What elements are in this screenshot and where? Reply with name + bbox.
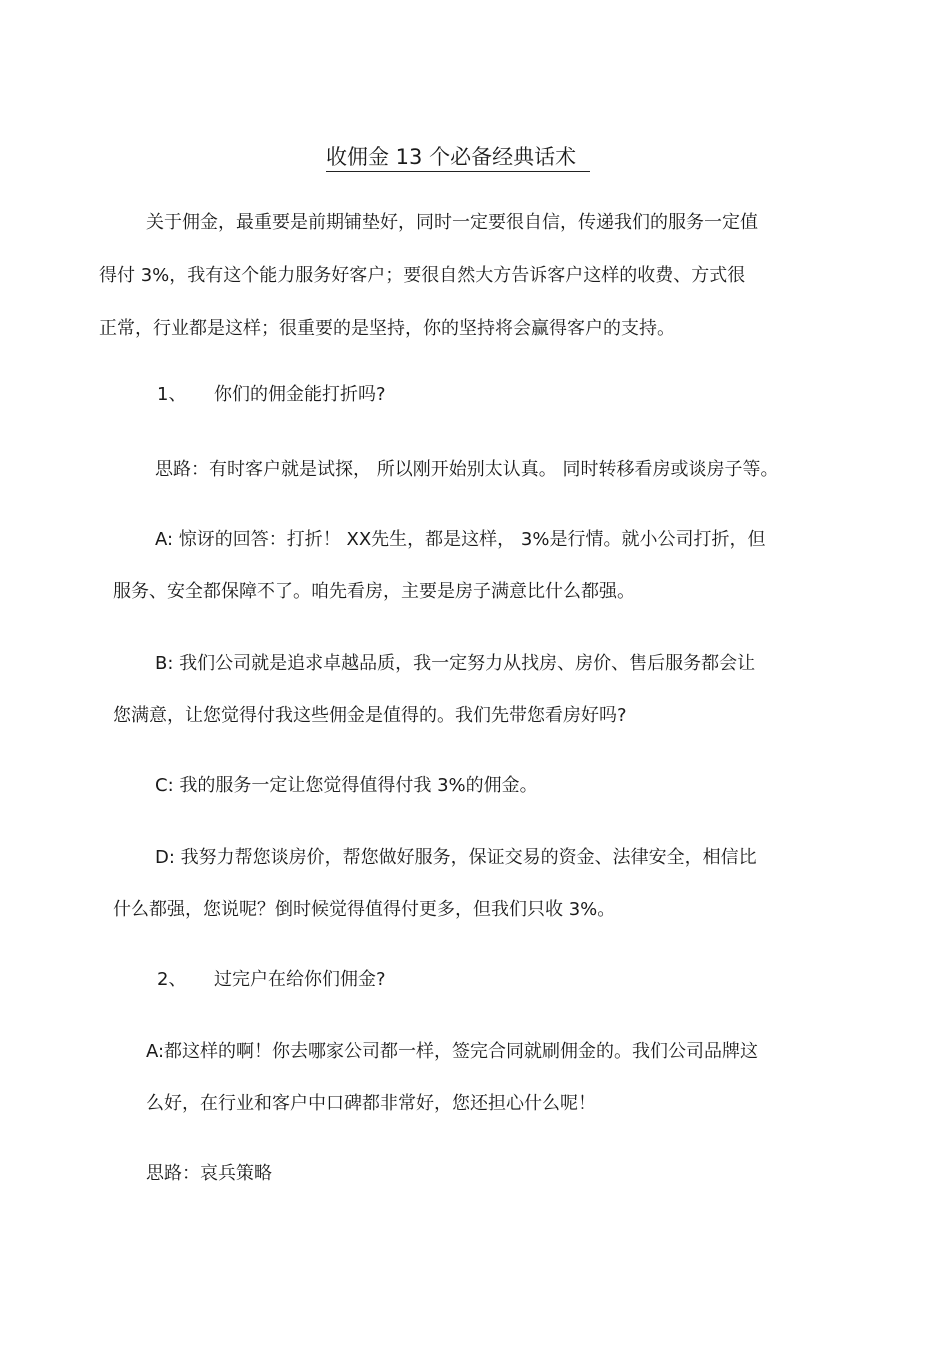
answer-a-line-2: 服务、安全都保障不了。咱先看房，主要是房子满意比什么都强。	[113, 581, 635, 602]
answer-d-line-2: 什么都强，您说呢？倒时候觉得值得付更多，但我们只收 3%。	[113, 899, 616, 920]
intro-line-1: 关于佣金，最重要是前期铺垫好，同时一定要很自信，传递我们的服务一定值	[146, 212, 758, 233]
question-2-answer-a-line-2: 么好，在行业和客户中口碑都非常好，您还担心什么呢！	[146, 1093, 596, 1114]
question-1-text: 你们的佣金能打折吗?	[214, 384, 386, 405]
question-1-number: 1、	[157, 384, 187, 405]
question-2-number: 2、	[157, 969, 187, 990]
question-1-thinking: 思路：有时客户就是试探， 所以刚开始别太认真。 同时转移看房或谈房子等。	[155, 459, 779, 480]
answer-c-line: C: 我的服务一定让您觉得值得付我 3%的佣金。	[155, 775, 538, 796]
intro-line-3: 正常，行业都是这样；很重要的是坚持，你的坚持将会赢得客户的支持。	[99, 318, 675, 339]
question-2-answer-a-line-1: A:都这样的啊！你去哪家公司都一样，签完合同就刷佣金的。我们公司品牌这	[146, 1041, 759, 1062]
answer-b-line-2: 您满意，让您觉得付我这些佣金是值得的。我们先带您看房好吗?	[113, 705, 627, 726]
question-2-thinking: 思路：哀兵策略	[146, 1163, 272, 1184]
answer-d-line-1: D: 我努力帮您谈房价，帮您做好服务，保证交易的资金、法律安全，相信比	[155, 847, 757, 868]
answer-b-line-1: B: 我们公司就是追求卓越品质，我一定努力从找房、房价、售后服务都会让	[155, 653, 756, 674]
question-2-text: 过完户在给你们佣金?	[214, 969, 386, 990]
answer-a-line-1: A: 惊讶的回答：打折！ XX先生，都是这样， 3%是行情。就小公司打折，但	[155, 529, 766, 550]
document-title: 收佣金 13 个必备经典话术	[326, 143, 590, 172]
intro-line-2: 得付 3%，我有这个能力服务好客户；要很自然大方告诉客户这样的收费、方式很	[99, 265, 746, 286]
